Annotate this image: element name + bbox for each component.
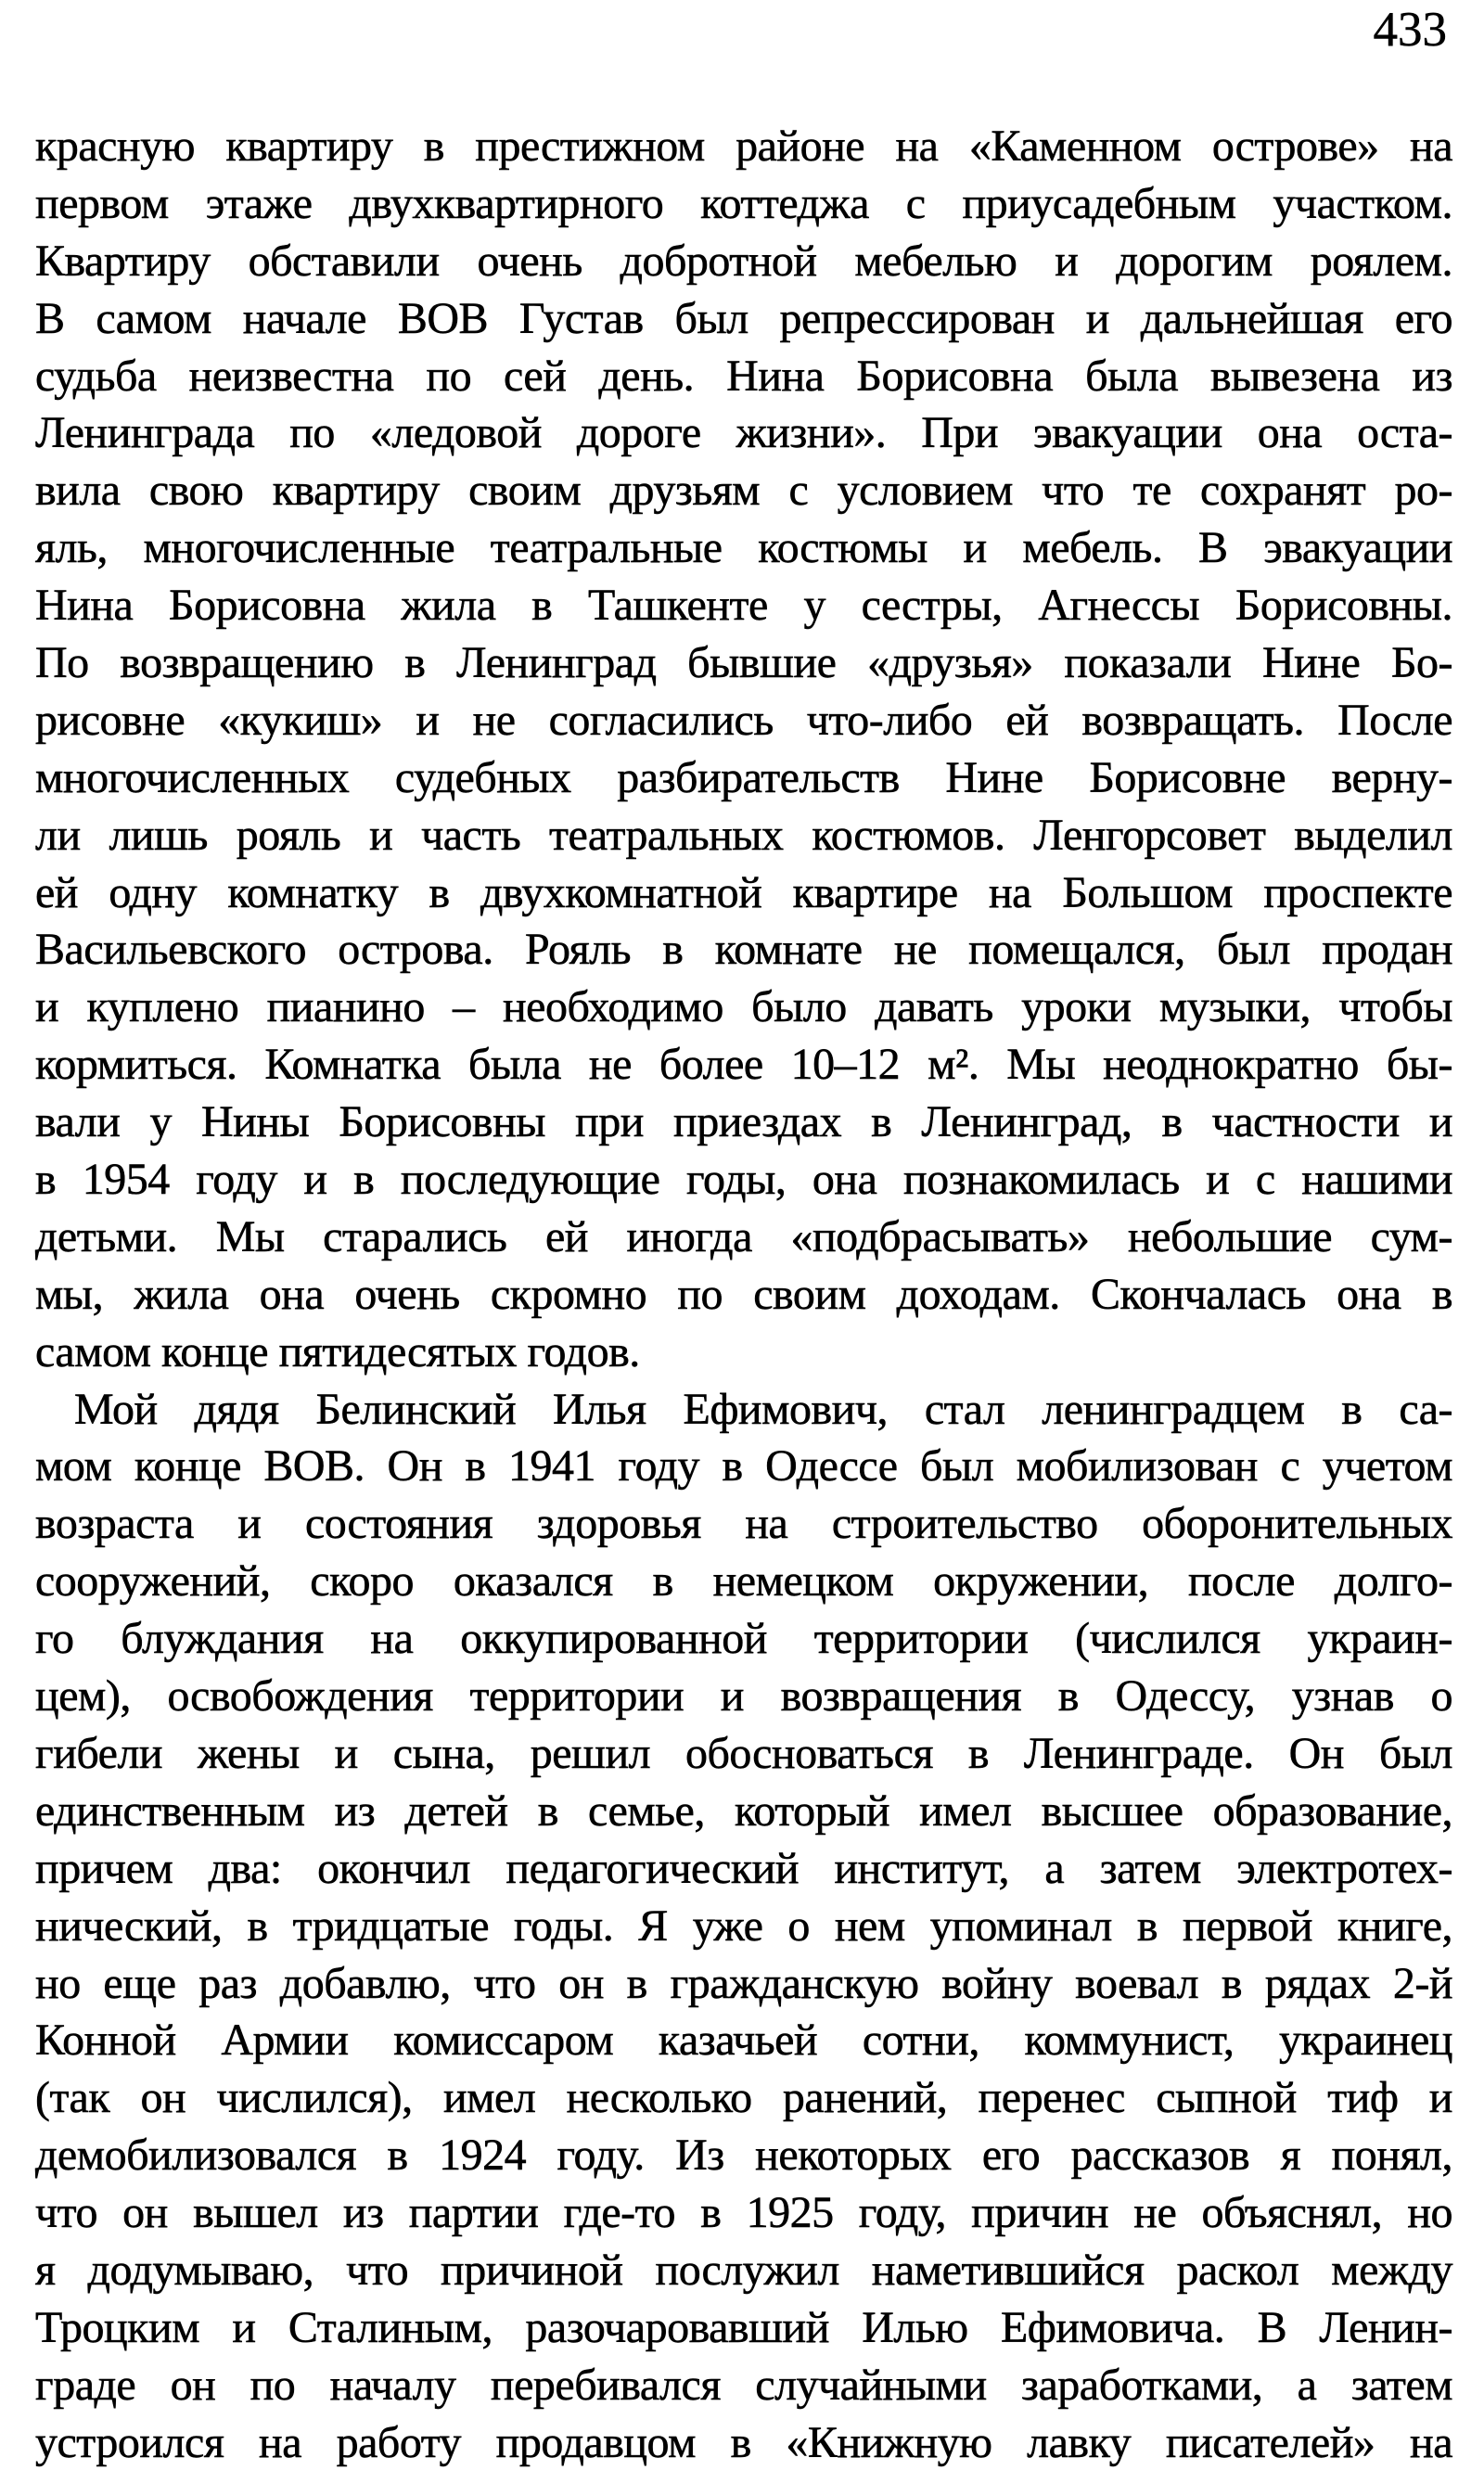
- text-line: и куплено пианино – необходимо было давать уроки музыки, чтобы: [35, 982, 1452, 1032]
- text-line: кормиться. Комнатка была не более 10–12 м². Мы неоднократно бы-: [35, 1040, 1452, 1090]
- text-line: возраста и состояния здоровья на строительство оборонительных: [35, 1499, 1452, 1549]
- text-line: устроился на работу продавцом в «Книжную лавку писателей» на: [35, 2417, 1452, 2467]
- text-line: Нина Борисовна жила в Ташкенте у сестры, Агнессы Борисовны.: [35, 581, 1452, 631]
- text-line: многочисленных судебных разбирательств Нине Борисовне верну-: [35, 752, 1452, 802]
- text-line: причем два: окончил педагогический институт, а затем электротех-: [35, 1843, 1452, 1893]
- text-line: судьба неизвестна по сей день. Нина Борисовна была вывезена из: [35, 351, 1452, 401]
- text-line: мы, жила она очень скромно по своим доходам. Скончалась она в: [35, 1269, 1452, 1319]
- page-number: 433: [1373, 3, 1447, 57]
- text-line: в 1954 году и в последующие годы, она познакомилась и с нашими: [35, 1155, 1452, 1205]
- text-line: самом конце пятидесятых годов.: [35, 1326, 640, 1376]
- text-line: мом конце ВОВ. Он в 1941 году в Одессе был мобилизован с учетом: [35, 1441, 1452, 1491]
- text-line: сооружений, скоро оказался в немецком окружении, после долго-: [35, 1556, 1452, 1606]
- text-line: Васильевского острова. Рояль в комнате не помещался, был продан: [35, 925, 1452, 975]
- text-line: цем), освобождения территории и возвращения в Одессу, узнав о: [35, 1671, 1452, 1721]
- text-line: вали у Нины Борисовны при приездах в Ленинград, в частности и: [35, 1097, 1452, 1147]
- text-line: но еще раз добавлю, что он в гражданскую войну воевал в рядах 2-й: [35, 1958, 1452, 2008]
- text-line: Ленинграда по «ледовой дороге жизни». При эвакуации она оста-: [35, 408, 1452, 458]
- text-line: я додумываю, что причиной послужил наметившийся раскол между: [35, 2245, 1452, 2295]
- text-line: первом этаже двухквартирного коттеджа с приусадебным участком.: [35, 178, 1452, 228]
- text-line: Троцким и Сталиным, разочаровавший Илью Ефимовича. В Ленин-: [35, 2302, 1452, 2352]
- text-line: В самом начале ВОВ Густав был репрессирован и дальнейшая его: [35, 293, 1452, 343]
- text-line: красную квартиру в престижном районе на «Каменном острове» на: [35, 122, 1452, 171]
- text-line: (так он числился), имел несколько ранений, перенес сыпной тиф и: [35, 2073, 1452, 2123]
- text-line: яль, многочисленные театральные костюмы и мебель. В эвакуации: [35, 523, 1452, 573]
- text-line: рисовне «кукиш» и не согласились что-либо ей возвращать. После: [35, 695, 1452, 745]
- text-line: что он вышел из партии где-то в 1925 году, причин не объяснял, но: [35, 2188, 1452, 2238]
- text-line: нический, в тридцатые годы. Я уже о нем упоминал в первой книге,: [35, 1901, 1452, 1951]
- text-line: демобилизовался в 1924 году. Из некоторых его рассказов я понял,: [35, 2131, 1452, 2181]
- text-line: ли лишь рояль и часть театральных костюмов. Ленгорсовет выделил: [35, 810, 1452, 860]
- text-line: Мой дядя Белинский Илья Ефимович, стал ленинградцем в са-: [74, 1384, 1452, 1434]
- text-line: гибели жены и сына, решил обосноваться в Ленинграде. Он был: [35, 1728, 1452, 1778]
- text-line: единственным из детей в семье, который имел высшее образование,: [35, 1785, 1452, 1836]
- body-text: [35, 118, 1452, 2472]
- text-line: Квартиру обставили очень добротной мебелью и дорогим роялем.: [35, 236, 1452, 286]
- text-line: граде он по началу перебивался случайными заработками, а затем: [35, 2360, 1452, 2410]
- text-line: ей одну комнатку в двухкомнатной квартире на Большом проспекте: [35, 867, 1452, 917]
- text-line: го блуждания на оккупированной территории (числился украин-: [35, 1614, 1452, 1664]
- text-line: детьми. Мы старались ей иногда «подбрасывать» небольшие сум-: [35, 1211, 1452, 1261]
- text-line: По возвращению в Ленинград бывшие «друзья» показали Нине Бо-: [35, 638, 1452, 688]
- text-line: вила свою квартиру своим друзьям с условием что те сохранят ро-: [35, 466, 1452, 516]
- text-line: Конной Армии комиссаром казачьей сотни, коммунист, украинец: [35, 2016, 1452, 2066]
